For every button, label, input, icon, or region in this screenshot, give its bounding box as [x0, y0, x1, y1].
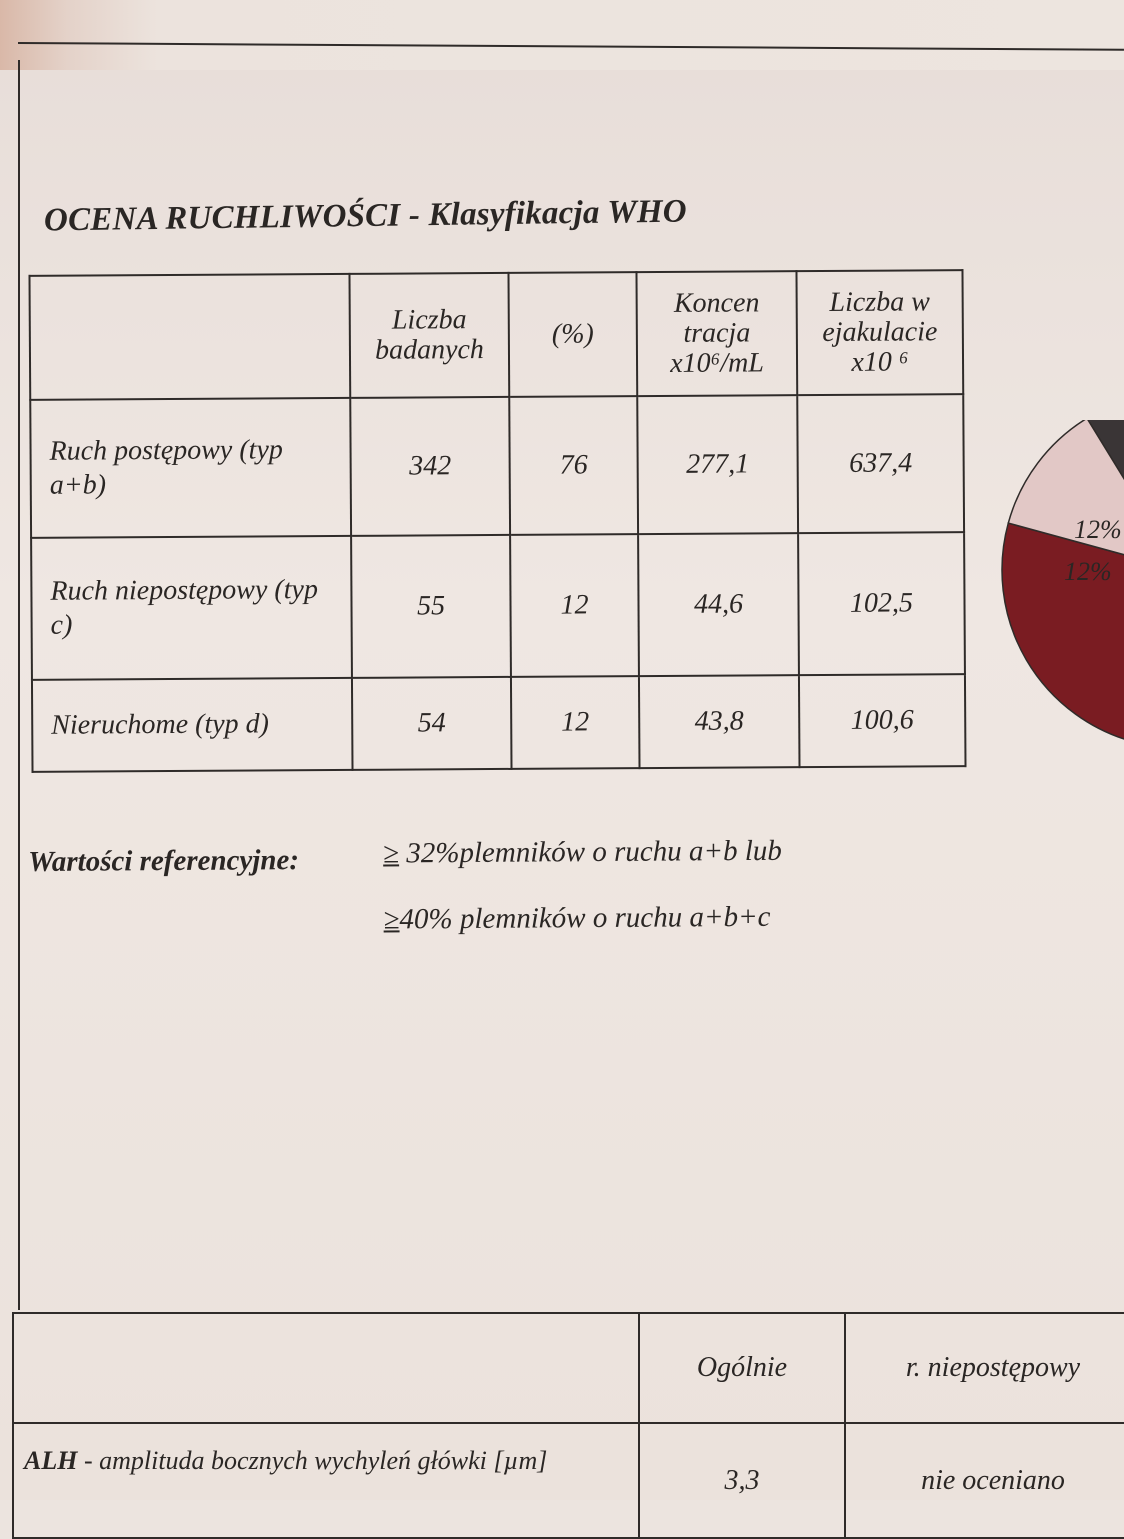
- header-total: Liczba w ejakulacie x10 ⁶: [796, 270, 963, 395]
- params-header-overall: Ogólnie: [639, 1313, 845, 1423]
- reference-line-1: [383, 835, 782, 871]
- header-percent: (%): [508, 272, 637, 397]
- table-header-row: [29, 270, 963, 400]
- section-title: OCENA RUCHLIWOŚCI - Klasyfikacja WHO: [43, 193, 688, 239]
- row-label: Ruch postępowy (typ a+b): [30, 398, 351, 538]
- cell-concentration: 277,1: [637, 395, 798, 534]
- params-header-row: [13, 1313, 1124, 1423]
- cell-percent: 12: [510, 534, 639, 677]
- param-nonprogressive: nie oceniano: [845, 1423, 1124, 1538]
- cell-count: 342: [350, 397, 510, 536]
- reference-text-1: 32%plemników o ruchu a+b lub: [406, 834, 782, 870]
- ge-symbol: ≥: [383, 903, 400, 936]
- cell-percent: 12: [511, 676, 640, 769]
- cell-concentration: 44,6: [638, 533, 799, 676]
- kinematic-params-table: [12, 1312, 1124, 1539]
- pie-label: 12%: [1064, 557, 1112, 586]
- cell-total: 100,6: [799, 674, 966, 767]
- param-desc: - amplituda bocznych wychyleń główki [µm]: [77, 1446, 548, 1475]
- pie-svg: [1000, 420, 1124, 740]
- param-label: [13, 1423, 639, 1538]
- motility-pie-chart: [1000, 420, 1124, 745]
- ge-symbol: ≥: [382, 837, 400, 870]
- pie-label: 12%: [1074, 515, 1122, 544]
- table-row: [13, 1423, 1124, 1538]
- cell-total: 637,4: [797, 394, 964, 533]
- table-row: [32, 674, 966, 772]
- row-label: Nieruchome (typ d): [32, 678, 353, 772]
- cell-count: 54: [352, 677, 512, 770]
- row-label: Ruch niepostępowy (typ c): [31, 536, 352, 680]
- page-edge-shadow: [0, 0, 1124, 70]
- cell-count: 55: [351, 535, 511, 678]
- cell-total: 102,5: [798, 532, 965, 675]
- table-row: [30, 394, 964, 538]
- reference-label: Wartości referencyjne:: [28, 844, 300, 878]
- frame-border-left: [18, 60, 20, 1310]
- header-empty: [29, 274, 350, 400]
- cell-concentration: 43,8: [639, 675, 800, 768]
- params-header-nonprogressive: r. niepostępowy: [845, 1313, 1124, 1423]
- header-count: Liczba badanych: [349, 273, 509, 398]
- reference-line-2: [383, 901, 770, 937]
- params-header-empty: [13, 1313, 639, 1423]
- table-row: [31, 532, 965, 680]
- param-overall: 3,3: [639, 1423, 845, 1538]
- header-concentration: Koncen tracja x10⁶/mL: [636, 271, 797, 396]
- reference-text-2: 40% plemników o ruchu a+b+c: [399, 900, 771, 936]
- param-abbr: ALH: [24, 1446, 78, 1475]
- motility-table: [28, 269, 966, 773]
- cell-percent: 76: [509, 396, 638, 535]
